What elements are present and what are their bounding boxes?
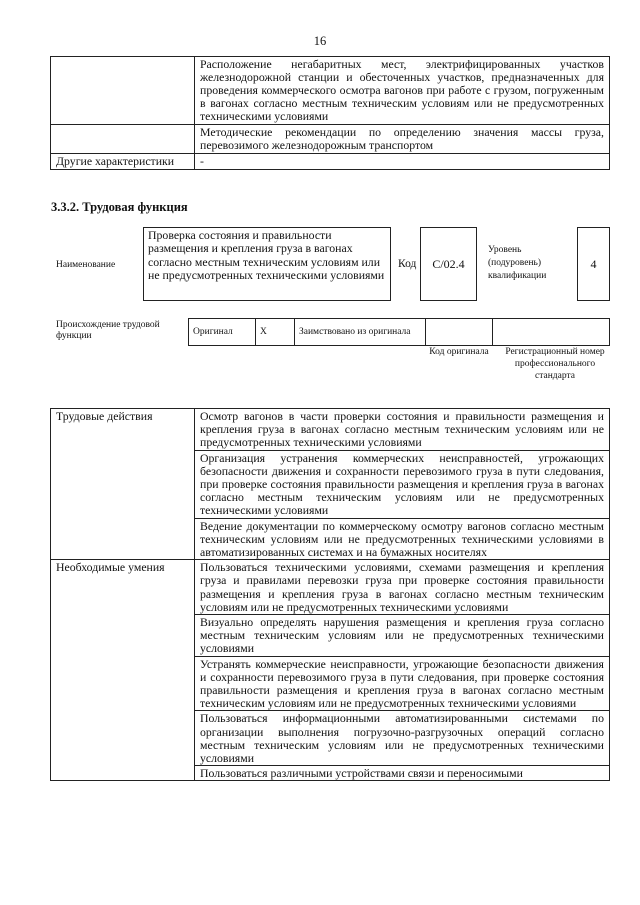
qualification-level-label: Уровень (подуровень) квалификации: [488, 245, 547, 281]
table-cell: Пользоваться техническими условиями, схемами размещения и крепления груза и правилами перевозки груза при проверке состояния правильности размещения и крепления груза в вагонах согласно местным техническим условиям или не предусмотренных техническими условиями: [195, 560, 610, 615]
function-name-box: Проверка состояния и правильности размещения и крепления груза в вагонах согласно местным техническим условиям или не предусмотренных техническими условиями: [143, 227, 391, 301]
labor-actions-label: Трудовые действия: [51, 409, 195, 560]
table-cell: Пользоваться различными устройствами связи и переносимыми: [195, 766, 610, 781]
empty-label-cell: [51, 125, 195, 154]
table-cell: Визуально определять нарушения размещения и крепления груза согласно местным техническим условиям или не предусмотренных техническими условиями: [195, 615, 610, 657]
table-cell: Организация устранения коммерческих неисправностей, угрожающих безопасности движения и сохранности перевозимого груза в пути следования, при проверке состояния правильности размещения и крепления груза в вагонах согласно местным техническим условиям или не предусмотренных техническими условиями: [195, 450, 610, 518]
labor-function-table: [50, 408, 610, 781]
table-row: [51, 57, 610, 125]
origin-table: [188, 318, 610, 346]
code-label: Код: [398, 258, 417, 270]
other-characteristics-label: Другие характеристики: [51, 154, 195, 170]
original-mark: X: [256, 319, 295, 346]
original-code-caption: Код оригинала: [429, 347, 489, 357]
table-cell: Методические рекомендации по определению значения массы груза, перевозимого железнодорожным транспортом: [195, 125, 610, 154]
empty-label-cell: [51, 57, 195, 125]
name-label: Наименование: [56, 260, 116, 270]
section-heading: 3.3.2. Трудовая функция: [51, 200, 188, 214]
other-characteristics-value: -: [195, 154, 610, 170]
table-cell: Пользоваться информационными автоматизированными системами по организации выполнения погрузочно-разгрузочных операций согласно местным техническим условиям или не предусмотренных техническими условиями: [195, 711, 610, 766]
page-number: 16: [313, 34, 327, 48]
table-row: [189, 319, 610, 346]
original-label: Оригинал: [189, 319, 256, 346]
top-characteristics-table: [50, 56, 610, 170]
table-cell: Ведение документации по коммерческому осмотру вагонов согласно местным техническим условиям или не предусмотренных техническими условиями в автоматизированных системах и на бумажных носителях: [195, 518, 610, 560]
registration-number-cell: [493, 319, 610, 346]
qualification-level-box: 4: [577, 227, 610, 301]
table-cell: Расположение негабаритных мест, электрифицированных участков железнодорожной станции и обесточенных участков, предназначенных для проведения коммерческого осмотра вагонов при работе с грузом, погруженным в вагонах согласно местным техническим условиям или не предусмотренных техническими условиями: [195, 57, 610, 125]
table-row: [51, 125, 610, 154]
table-row: [51, 154, 610, 170]
table-row: [51, 560, 610, 615]
table-row: [51, 409, 610, 451]
table-cell: Устранять коммерческие неисправности, угрожающие безопасности движения и сохранности перевозимого груза в пути следования, при проверке состояния правильности размещения и крепления груза в вагонах согласно местным техническим условиям или не предусмотренных техническими условиями: [195, 656, 610, 711]
borrowed-label: Заимствовано из оригинала: [295, 319, 426, 346]
registration-number-caption: Регистрационный номер профессионального стандарта: [505, 347, 605, 381]
table-cell: Осмотр вагонов в части проверки состояния и правильности размещения и крепления груза в вагонах согласно местным техническим условиям или не предусмотренных техническими условиями: [195, 409, 610, 451]
required-skills-label: Необходимые умения: [51, 560, 195, 781]
function-code-box: C/02.4: [420, 227, 477, 301]
original-code-cell: [426, 319, 493, 346]
origin-label: Происхождение трудовой функции: [56, 320, 160, 341]
